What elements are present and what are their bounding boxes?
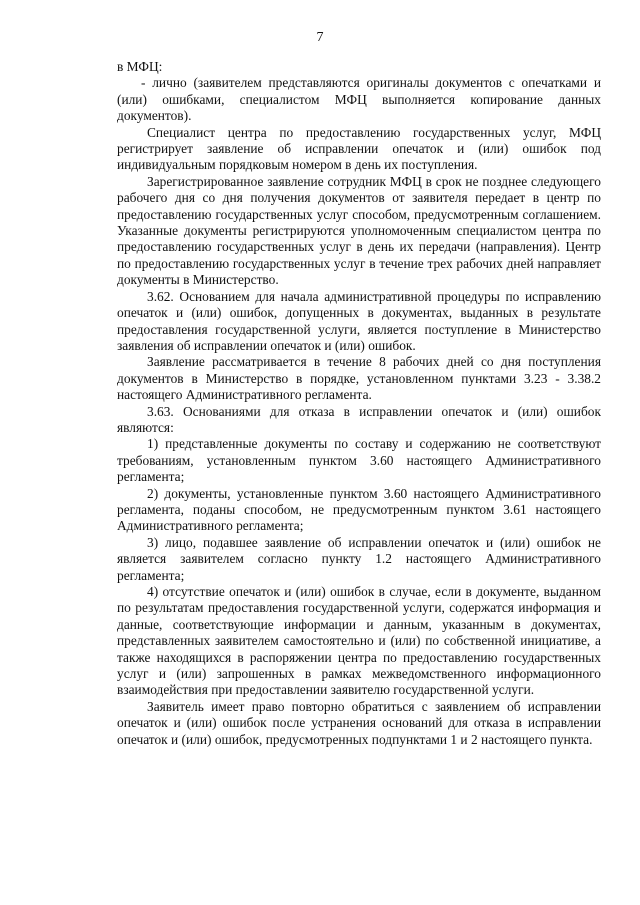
- list-item-4: 4) отсутствие опечаток и (или) ошибок в случае, если в документе, выданном по результатам предоставления государственной услуги, содержатся информация и данные, соответствующие информации и данным, указанным в документах, представленных заявителем самостоятельно и (или) по собственной инициативе, а также находящихся в распоряжении центра по предоставлению государственных услуг и (или) запрошенных в рамках межведомственного информационного взаимодействия при предоставлении заявителю государственной услуги.: [117, 584, 601, 698]
- paragraph-in-person: - лично (заявителем представляются оригиналы документов с опечатками и (или) ошибками, специалистом МФЦ выполняется копирование данных документов).: [117, 75, 601, 124]
- list-item-3: 3) лицо, подавшее заявление об исправлении опечаток и (или) ошибок не является заявителем согласно пункту 1.2 настоящего Административного регламента;: [117, 534, 601, 583]
- list-item-1: 1) представленные документы по составу и содержанию не соответствуют требованиям, установленным пунктом 3.60 настоящего Административного регламента;: [117, 436, 601, 485]
- paragraph-transfer: Зарегистрированное заявление сотрудник МФЦ в срок не позднее следующего рабочего дня со дня получения документов от заявителя передает в центр по предоставлению государственных услуг способом, предусмотренным соглашением. Указанные документы регистрируются уполномоченным специалистом центра по предоставлению государственных услуг в день их передачи (направления). Центр по предоставлению государственных услуг в течение трех рабочих дней направляет документы в Министерство.: [117, 173, 601, 288]
- paragraph-3-62: 3.62. Основанием для начала административной процедуры по исправлению опечаток и (или) ошибок, допущенных в документах, выданных в результате предоставления государственной услуги, является поступление в Министерство заявления об исправлении опечаток и (или) ошибок.: [117, 288, 601, 353]
- paragraph-mfc-heading: в МФЦ:: [117, 59, 163, 74]
- document-body: [117, 59, 601, 748]
- paragraph-registration: Специалист центра по предоставлению государственных услуг, МФЦ регистрирует заявление об исправлении опечаток и (или) ошибок под индивидуальным порядковым номером в день их поступления.: [117, 124, 601, 173]
- paragraph-review-term: Заявление рассматривается в течение 8 рабочих дней со дня поступления документов в Министерство в порядке, установленном пунктами 3.23 - 3.38.2 настоящего Административного регламента.: [117, 354, 601, 403]
- paragraph-repeat-appeal: Заявитель имеет право повторно обратиться с заявлением об исправлении опечаток и (или) ошибок после устранения оснований для отказа в исправлении опечаток и (или) ошибок, предусмотренных подпунктами 1 и 2 настоящего пункта.: [117, 698, 601, 747]
- list-item-2: 2) документы, установленные пунктом 3.60 настоящего Административного регламента, поданы способом, не предусмотренным пунктом 3.61 настоящего Административного регламента;: [117, 485, 601, 534]
- page-number: 7: [316, 30, 324, 45]
- paragraph-3-63: 3.63. Основаниями для отказа в исправлении опечаток и (или) ошибок являются:: [117, 403, 601, 435]
